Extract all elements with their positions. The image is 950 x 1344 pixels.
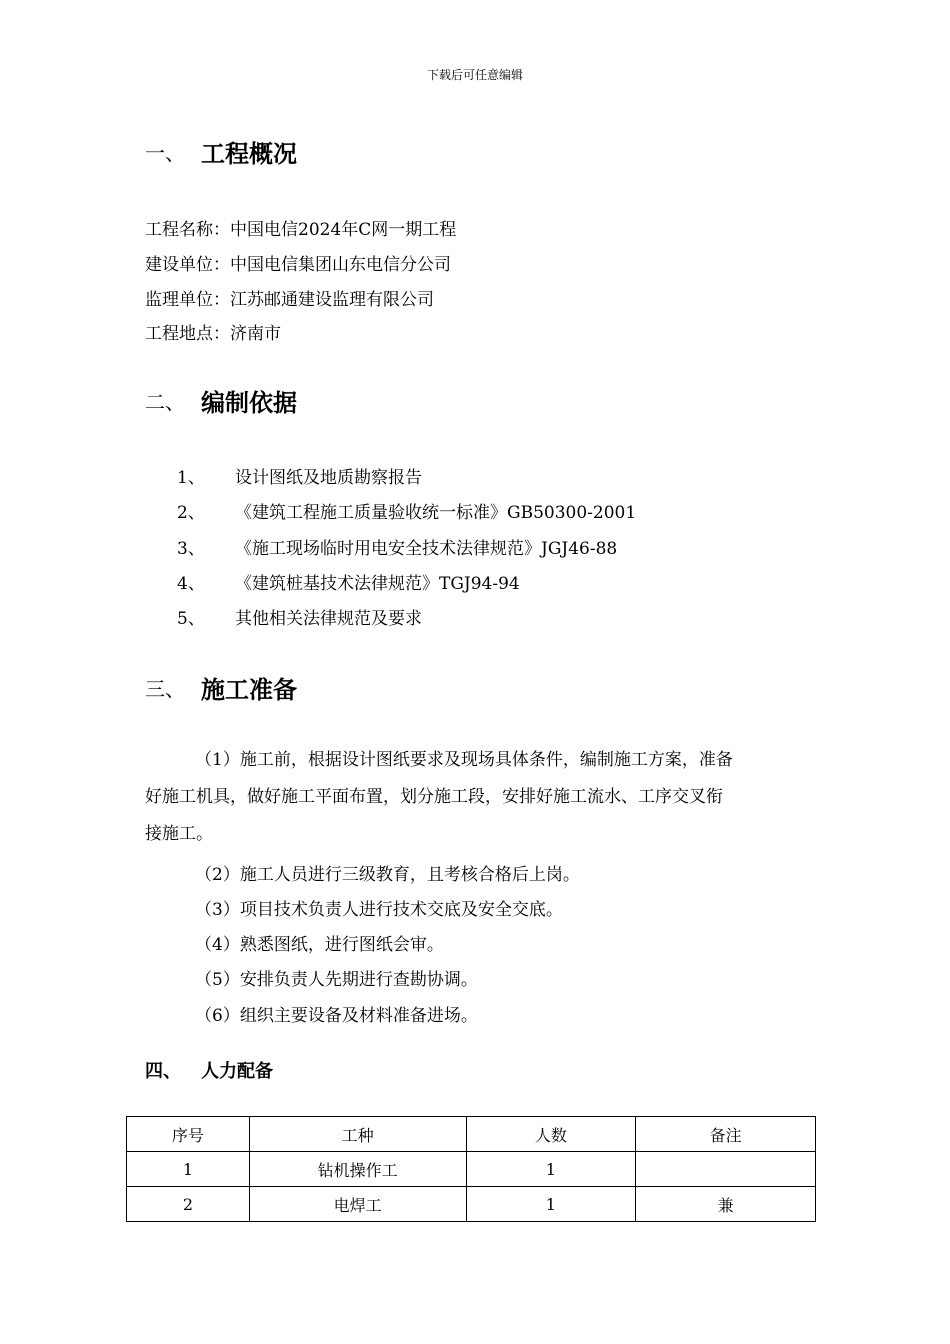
table-cell: 2 [127, 1187, 250, 1222]
preparation-line: 好施工机具，做好施工平面布置，划分施工段，安排好施工流水、工序交叉衔 [145, 787, 723, 807]
section-number: 四、 [145, 1061, 181, 1082]
staff-table [126, 1116, 816, 1222]
table-cell: 1 [466, 1152, 636, 1187]
basis-item [177, 498, 636, 523]
table-header-cell: 序号 [127, 1117, 250, 1152]
section-number: 一、 [145, 141, 185, 165]
table-cell: 钻机操作工 [249, 1152, 466, 1187]
table-cell: 1 [127, 1152, 250, 1187]
overview-line-location: 工程地点：济南市 [145, 324, 281, 344]
basis-item [177, 569, 520, 594]
basis-item-index: 2、 [177, 503, 205, 523]
section-heading-staffing [145, 1057, 273, 1083]
section-heading-overview [145, 134, 297, 169]
table-cell: 1 [466, 1187, 636, 1222]
overview-line-supervisor: 监理单位：江苏邮通建设监理有限公司 [145, 290, 434, 310]
basis-item [177, 534, 617, 559]
preparation-item: （3）项目技术负责人进行技术交底及安全交底。 [195, 900, 563, 920]
table-header-cell: 备注 [636, 1117, 816, 1152]
basis-item [177, 463, 422, 488]
section-number: 二、 [145, 390, 185, 414]
preparation-item: （6）组织主要设备及材料准备进场。 [195, 1006, 478, 1026]
header-note: 下载后可任意编辑 [426, 68, 523, 82]
basis-item [177, 604, 422, 629]
overview-line-project-name: 工程名称：中国电信2024年C网一期工程 [145, 220, 457, 240]
overview-line-builder: 建设单位：中国电信集团山东电信分公司 [145, 255, 451, 275]
basis-item-text: 《建筑工程施工质量验收统一标准》GB50300-2001 [235, 503, 637, 523]
table-cell: 电焊工 [249, 1187, 466, 1222]
section-title: 施工准备 [201, 676, 297, 704]
table-row [127, 1187, 816, 1222]
basis-item-text: 《建筑桩基技术法律规范》TGJ94-94 [235, 574, 520, 594]
section-heading-preparation [145, 670, 297, 705]
section-title: 人力配备 [201, 1061, 273, 1082]
preparation-item: （4）熟悉图纸，进行图纸会审。 [195, 935, 444, 955]
section-title: 工程概况 [201, 140, 297, 168]
table-row [127, 1152, 816, 1187]
preparation-paragraph [145, 742, 815, 853]
section-heading-basis [145, 383, 297, 418]
basis-item-text: 《施工现场临时用电安全技术法律规范》JGJ46-88 [235, 539, 618, 559]
preparation-line: 接施工。 [145, 824, 213, 844]
basis-item-index: 3、 [177, 539, 205, 559]
section-title: 编制依据 [201, 389, 297, 417]
basis-item-index: 1、 [177, 468, 205, 488]
table-header-row [127, 1117, 816, 1152]
basis-item-index: 4、 [177, 574, 205, 594]
basis-item-index: 5、 [177, 609, 205, 629]
preparation-item: （2）施工人员进行三级教育，且考核合格后上岗。 [195, 865, 580, 885]
preparation-line: （1）施工前，根据设计图纸要求及现场具体条件，编制施工方案，准备 [195, 750, 733, 770]
table-header-cell: 人数 [466, 1117, 636, 1152]
table-header-cell: 工种 [249, 1117, 466, 1152]
section-number: 三、 [145, 677, 185, 701]
basis-item-text: 其他相关法律规范及要求 [235, 609, 422, 629]
preparation-item: （5）安排负责人先期进行查勘协调。 [195, 970, 478, 990]
basis-item-text: 设计图纸及地质勘察报告 [235, 468, 422, 488]
table-cell: 兼 [636, 1187, 816, 1222]
table-cell [636, 1152, 816, 1187]
